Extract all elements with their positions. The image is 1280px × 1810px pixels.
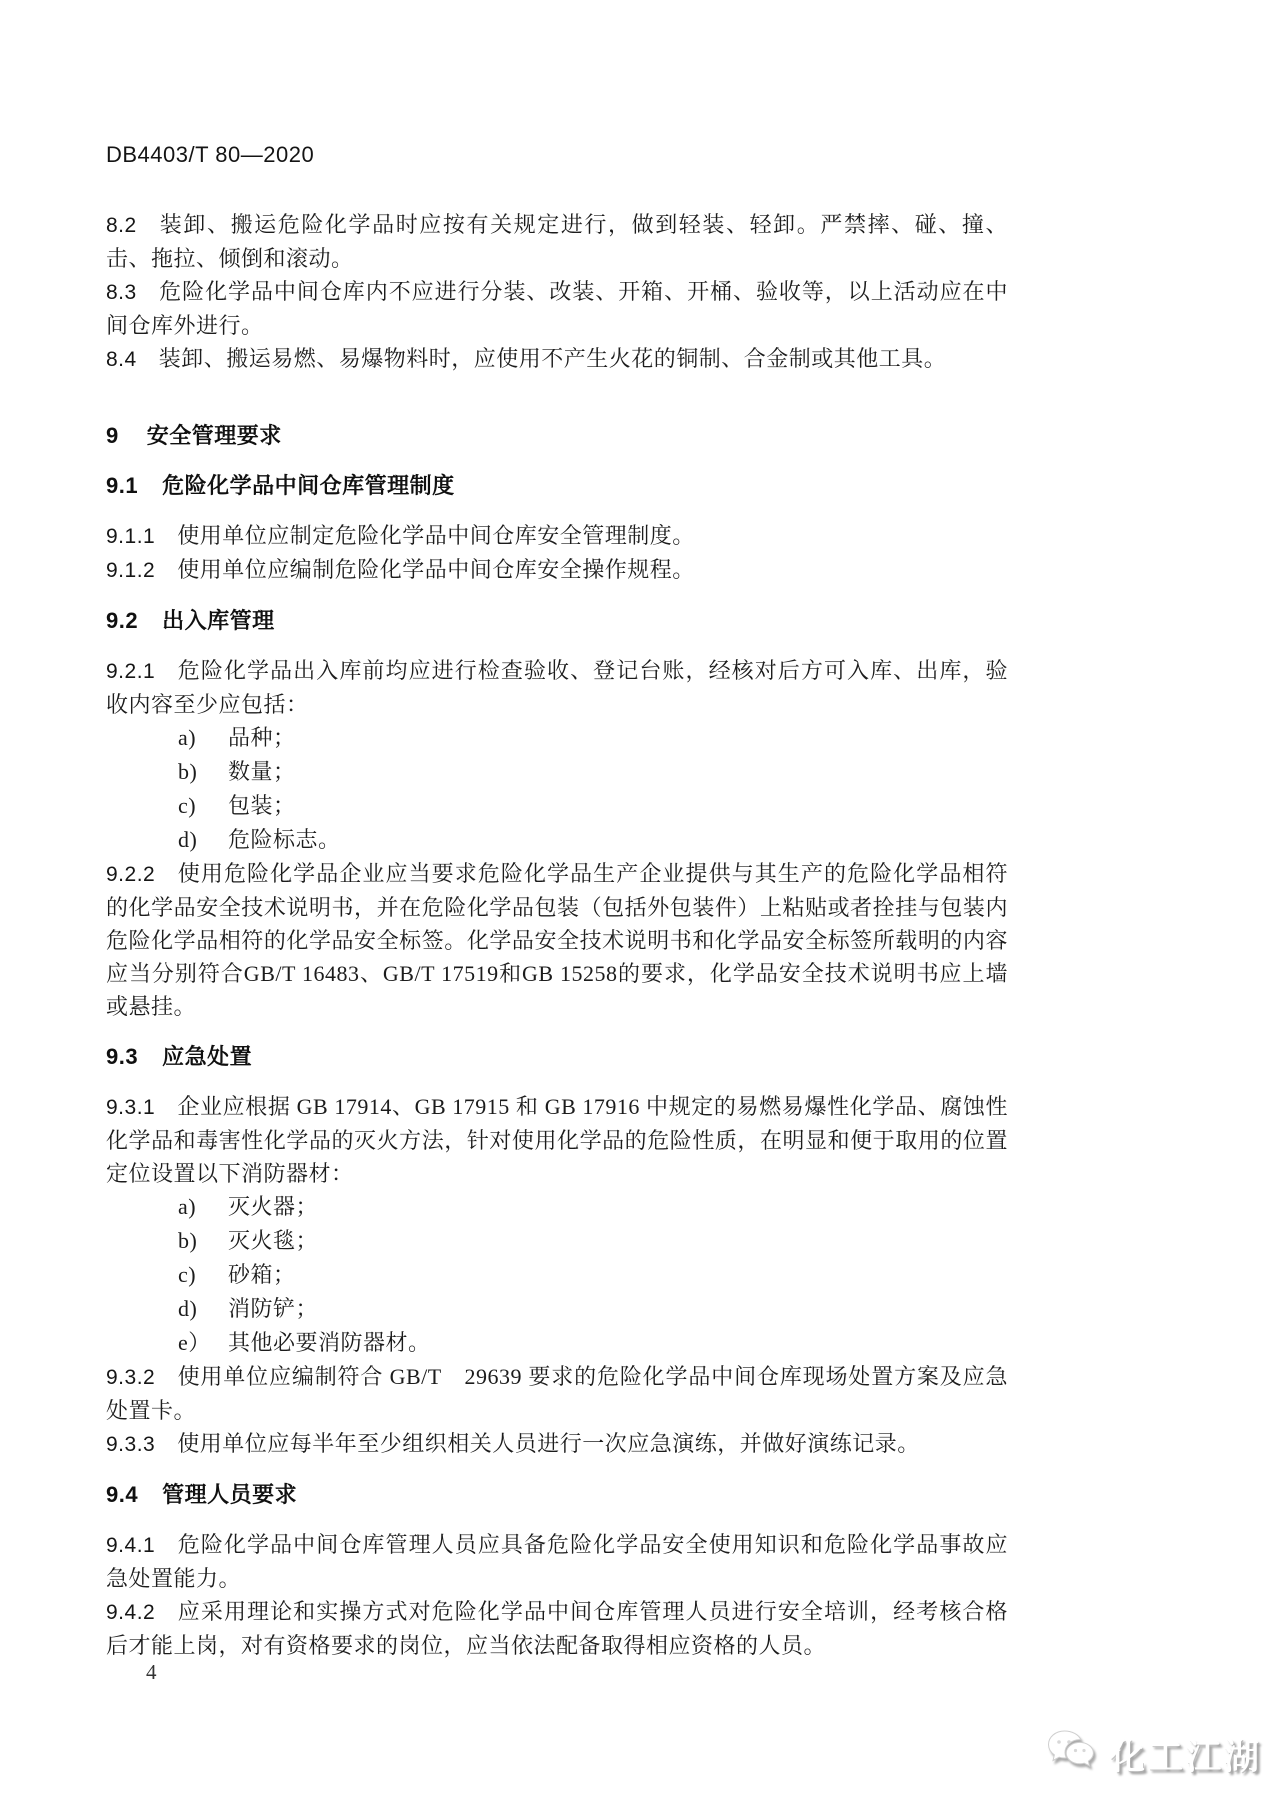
wechat-bubbles-icon [1046,1729,1100,1782]
heading-text: 应急处置 [162,1044,253,1069]
clause-number: 9.2.1 [106,660,156,683]
heading-text: 出入库管理 [162,608,275,633]
clause-9-4-2 [106,1595,1008,1662]
clause-number: 9.3.3 [106,1433,156,1456]
heading-number: 9.3 [106,1044,139,1069]
clause-number: 8.4 [106,348,137,371]
list-item-text: 灭火器； [228,1194,319,1219]
clause-number: 9.4.1 [106,1534,156,1557]
clause-9-1-1 [106,519,1008,553]
list-item-b [106,1224,1008,1258]
heading-number: 9.2 [106,608,139,633]
document-body [106,142,1008,1662]
clause-9-3-2 [106,1360,1008,1427]
clause-text: 应采用理论和实操方式对危险化学品中间仓库管理人员进行安全培训，经考核合格后才能上岗，对有资格要求的岗位，应当依法配备取得相应资格的人员。 [106,1599,1008,1658]
clause-number: 9.3.1 [106,1096,156,1119]
clause-number: 8.2 [106,214,137,237]
list-item-d [106,823,1008,857]
clause-text: 装卸、搬运易燃、易爆物料时，应使用不产生火花的铜制、合金制或其他工具。 [158,346,947,371]
list-item-text: 消防铲； [228,1296,319,1321]
clause-text: 危险化学品出入库前均应进行检查验收、登记台账，经核对后方可入库、出库，验收内容至少应包括： [106,658,1008,717]
list-item-c [106,1258,1008,1292]
clause-9-2-1 [106,654,1008,721]
clause-number: 9.2.2 [106,863,156,886]
list-item-text: 砂箱； [228,1262,296,1287]
list-item-label: b) [178,1228,198,1253]
section-heading-9-2 [106,604,1008,637]
heading-number: 9 [106,423,119,448]
clause-9-3-1 [106,1090,1008,1190]
list-item-text: 其他必要消防器材。 [228,1330,431,1355]
list-item-label: e） [178,1330,211,1355]
list-item-label: c) [178,793,197,818]
list-item-e [106,1326,1008,1360]
heading-text: 管理人员要求 [162,1482,298,1507]
clause-number: 9.1.1 [106,525,156,548]
list-item-text: 危险标志。 [228,827,341,852]
list-item-text: 包装； [228,793,296,818]
section-heading-9-3 [106,1040,1008,1073]
clause-text: 使用危险化学品企业应当要求危险化学品生产企业提供与其生产的危险化学品相符的化学品安全技术说明书，并在危险化学品包装（包括外包装件）上粘贴或者拴挂与包装内危险化学品相符的化学品安全标签。化学品安全技术说明书和化学品安全标签所载明的内容应当分别符合GB/T 16483、GB/T 17519和GB 15258的要求，化学品安全技术说明书应上墙或悬挂。 [106,861,1008,1019]
clause-9-3-3 [106,1427,1008,1461]
list-item-text: 灭火毯； [228,1228,319,1253]
clause-number: 9.4.2 [106,1601,156,1624]
clause-text: 危险化学品中间仓库内不应进行分装、改装、开箱、开桶、验收等，以上活动应在中间仓库外进行。 [106,279,1008,338]
list-item-label: d) [178,827,198,852]
clause-text: 企业应根据 GB 17914、GB 17915 和 GB 17916 中规定的易燃易爆性化学品、腐蚀性化学品和毒害性化学品的灭火方法，针对使用化学品的危险性质，在明显和便于取用的位置定位设置以下消防器材： [106,1094,1008,1186]
watermark [1046,1730,1262,1780]
standard-code-header: DB4403/T 80—2020 [106,142,315,167]
clause-9-4-1 [106,1528,1008,1595]
list-item-a [106,1190,1008,1224]
list-item-label: c) [178,1262,197,1287]
section-heading-9 [106,419,1008,452]
clause-text: 使用单位应制定危险化学品中间仓库安全管理制度。 [177,523,695,548]
list-item-a [106,721,1008,755]
clause-number: 9.1.2 [106,559,156,582]
heading-text: 危险化学品中间仓库管理制度 [162,473,455,498]
clause-8-3 [106,275,1008,342]
list-item-d [106,1292,1008,1326]
heading-text: 安全管理要求 [146,423,282,448]
brand-text: 化工江湖 [1110,1738,1263,1777]
page-number: 4 [146,1660,157,1684]
clause-9-2-2 [106,857,1008,1023]
list-item-text: 品种； [228,725,296,750]
list-item-label: a) [178,725,197,750]
section-heading-9-4 [106,1478,1008,1511]
clause-9-1-2 [106,553,1008,587]
heading-number: 9.1 [106,473,139,498]
list-item-label: d) [178,1296,198,1321]
clause-8-2 [106,208,1008,275]
list-item-c [106,789,1008,823]
clause-text: 使用单位应每半年至少组织相关人员进行一次应急演练，并做好演练记录。 [177,1431,920,1456]
list-item-b [106,755,1008,789]
clause-text: 使用单位应编制符合 GB/T 29639 要求的危险化学品中间仓库现场处置方案及应急处置卡。 [106,1364,1008,1423]
list-item-text: 数量； [228,759,296,784]
clause-number: 9.3.2 [106,1366,156,1389]
clause-text: 危险化学品中间仓库管理人员应具备危险化学品安全使用知识和危险化学品事故应急处置能力。 [106,1532,1008,1591]
section-heading-9-1 [106,469,1008,502]
clause-text: 装卸、搬运危险化学品时应按有关规定进行，做到轻装、轻卸。严禁摔、碰、撞、击、拖拉、倾倒和滚动。 [106,212,1008,271]
clause-8-4 [106,342,1008,376]
heading-number: 9.4 [106,1482,139,1507]
list-item-label: b) [178,759,198,784]
clause-text: 使用单位应编制危险化学品中间仓库安全操作规程。 [177,557,695,582]
clause-number: 8.3 [106,281,137,304]
list-item-label: a) [178,1194,197,1219]
